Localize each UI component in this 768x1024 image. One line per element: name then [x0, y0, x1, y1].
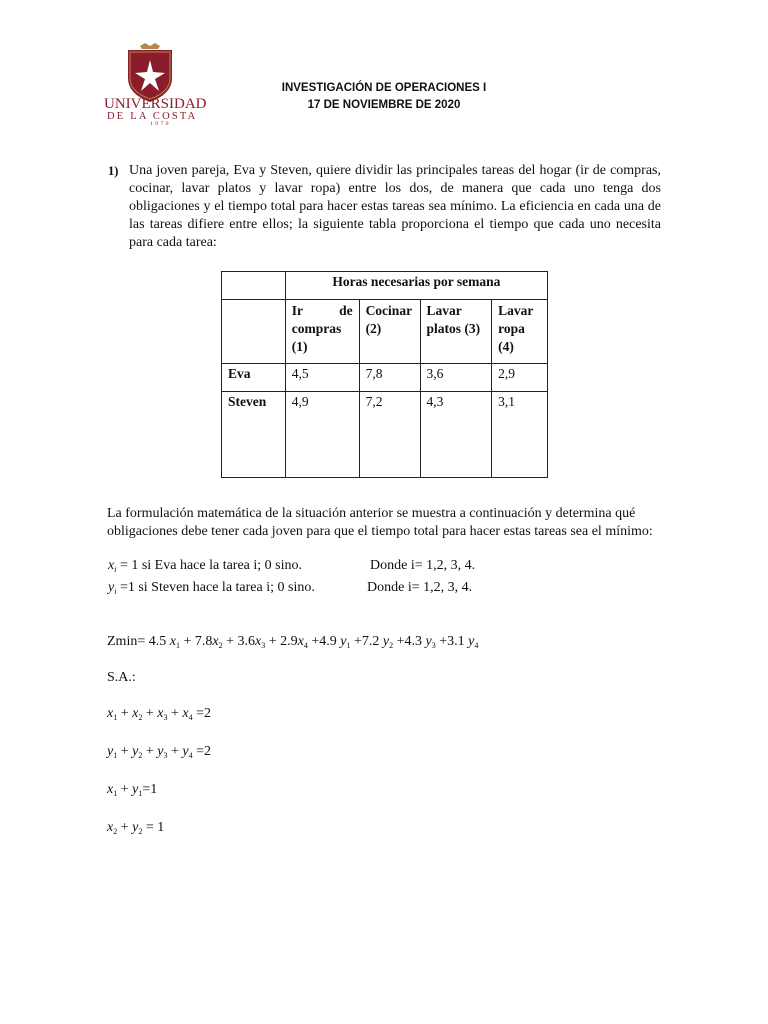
logo-university-sub: DE LA COSTA — [107, 111, 198, 122]
column-header-shopping: Ir de compras (1) — [285, 300, 359, 364]
table-cell: 2,9 — [492, 364, 548, 392]
table-empty-cell — [222, 300, 286, 364]
table-cell: 4,9 — [285, 392, 359, 478]
table-cell: 3,6 — [420, 364, 492, 392]
column-header-cooking: Cocinar (2) — [359, 300, 420, 364]
problem-statement: Una joven pareja, Eva y Steven, quiere dividir las principales tareas del hogar (ir de compras, cocinar, lavar platos y lavar ropa) entre los dos, de manera que cada uno tenga dos obligaciones y el tiempo total para hacer estas tareas sea mínimo. La eficiencia en cada una de las tareas difiere entre ellos; la siguiente tabla proporciona el tiempo que cada uno necesita para cada tarea: — [129, 163, 661, 250]
y-variable-domain: Donde i= 1,2, 3, 4. — [367, 580, 473, 595]
constraint-task-2: $x_2 + y_2 = 1$ — [107, 820, 165, 836]
document-date: 17 DE NOVIEMBRE DE 2020 — [307, 99, 461, 111]
x-variable-definition: $x_i = 1$ si Eva hace la tarea i; 0 sino. — [108, 558, 303, 574]
logo-year: 1970 — [150, 121, 171, 127]
column-header-laundry: Lavar ropa (4) — [492, 300, 548, 364]
table-cell: 4,5 — [285, 364, 359, 392]
objective-function: Zmin= 4.5 $x_1 + 7.8x_2 + 3.6x_3 + 2.9x_4 +4.9$ $y_1 +7.2$ $y_2 +4.3$ $y_3 +3.1$ $y_4$ — [107, 634, 479, 650]
logo-university-name: UNIVERSIDAD — [104, 96, 207, 112]
table-cell: 7,2 — [359, 392, 420, 478]
formulation-intro: La formulación matemática de la situación anterior se muestra a continuación y determina qué obligaciones debe tener cada joven para que el tiempo total para hacer estas tareas sea el mínimo: — [107, 506, 653, 539]
table-cell: 7,8 — [359, 364, 420, 392]
y-variable-definition: $y_i =1$ si Steven hace la tarea i; 0 sino. — [108, 580, 315, 596]
row-header-steven: Steven — [222, 392, 286, 478]
table-cell: 3,1 — [492, 392, 548, 478]
problem-number: 1) — [108, 164, 119, 178]
constraint-steven-tasks: $y_1 + y_2 + y_3 + y_4 =2$ — [107, 744, 211, 760]
document-title: INVESTIGACIÓN DE OPERACIONES I — [281, 82, 487, 94]
constraint-eva-tasks: $x_1 + x_2 + x_3 + x_4 =2$ — [107, 706, 211, 722]
x-variable-domain: Donde i= 1,2, 3, 4. — [370, 558, 476, 573]
table-title: Horas necesarias por semana — [285, 272, 547, 300]
constraint-task-1: $x_1 + y_1=1$ — [107, 782, 158, 798]
hours-table — [221, 271, 548, 478]
table-cell: 4,3 — [420, 392, 492, 478]
column-header-dishes: Lavar platos (3) — [420, 300, 492, 364]
row-header-eva: Eva — [222, 364, 286, 392]
table-corner-cell — [222, 272, 286, 300]
subject-to-label: S.A.: — [107, 670, 136, 685]
